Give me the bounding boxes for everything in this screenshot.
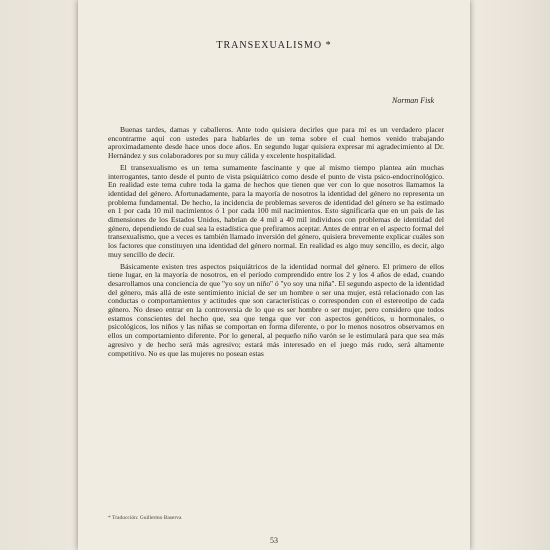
page-number: 53 bbox=[270, 536, 278, 545]
left-page-edge bbox=[0, 0, 78, 550]
right-page-edge bbox=[470, 0, 550, 550]
article-author: Norman Fisk bbox=[392, 96, 434, 105]
article-title: TRANSEXUALISMO * bbox=[216, 40, 332, 51]
paragraph: Básicamente existen tres aspectos psiquiátricos de la identidad normal del género. El primero de ellos tiene lugar, en la mayoría de nosotros, en el período comprendido entre los 2 y los 4 años de edad, cuando desarrollamos una conciencia de que ''yo soy un niño'' ó ''yo soy una niña''. El segundo aspecto de la identidad del género, más allá de este sentimiento inicial de ser un hombre o ser una mujer, está relacionado con las conductas o comportamientos y actitudes que son características o corresponden con el estereotipo de cada género. No deseo entrar en la controversia de lo que es ser hombre o ser mujer, pero considero que todos estamos conscientes del hecho que, sea que tenga que ver con aspectos genéticos, u hormonales, o psicológicos, los niños y las niñas se comportan en forma diferente, o por lo menos nosotros observamos en ellos un comportamiento diferente. Por lo general, al pequeño niño varón se le estimulará para que sea más agresivo y de hecho será más agresivo; estará más interesado en el juego más rudo, será altamente competitivo. No es que las mujeres no posean estas bbox=[108, 261, 444, 358]
article-body bbox=[108, 126, 444, 358]
paragraph: Buenas tardes, damas y caballeros. Ante todo quisiera decirles que para mí es un verdadero placer encontrarme aquí con ustedes para hablarles de un tema sobre el cual hemos venido trabajando aproximadamente desde hace unos doce años. En segundo lugar quisiera expresar mi agradecimiento al Dr. Hernández y sus colaboradores por su muy cálida y excelente hospitalidad. bbox=[108, 125, 444, 161]
footnote: * Traducción: Guillermo Baserva bbox=[108, 515, 182, 521]
paragraph: El transexualismo es un tema sumamente fascinante y que al mismo tiempo plantea aún muchas interrogantes, tanto desde el punto de vista psiquiátrico como desde el punto de vista psico-endocrinológico. En realidad este tema cubre toda la gama de hechos que tienen que ver con lo que nosotros llamamos la identidad del género. Afortunadamente, para la mayoría de nosotros la identidad del género no representa un problema fundamental. De hecho, la incidencia de problemas severos de identidad del género se ha estimado en 1 por cada 10 mil nacimientos ó 1 por cada 100 mil nacimientos. Esto significaría que en un país de las dimensiones de los Estados Unidos, habrían de 4 mil a 40 mil individuos con problemas de identidad del género, dependiendo de cual sea la estadística que prefiramos aceptar. Antes de entrar en el aspecto formal del transexualismo, que a veces es también llamado inversión del género, quisiera brevemente explicar cuáles son los factores que constituyen una identidad del género normal. En realidad es algo muy sencillo, es decir, algo muy sencillo de decir. bbox=[108, 162, 444, 259]
document-page bbox=[78, 0, 470, 550]
